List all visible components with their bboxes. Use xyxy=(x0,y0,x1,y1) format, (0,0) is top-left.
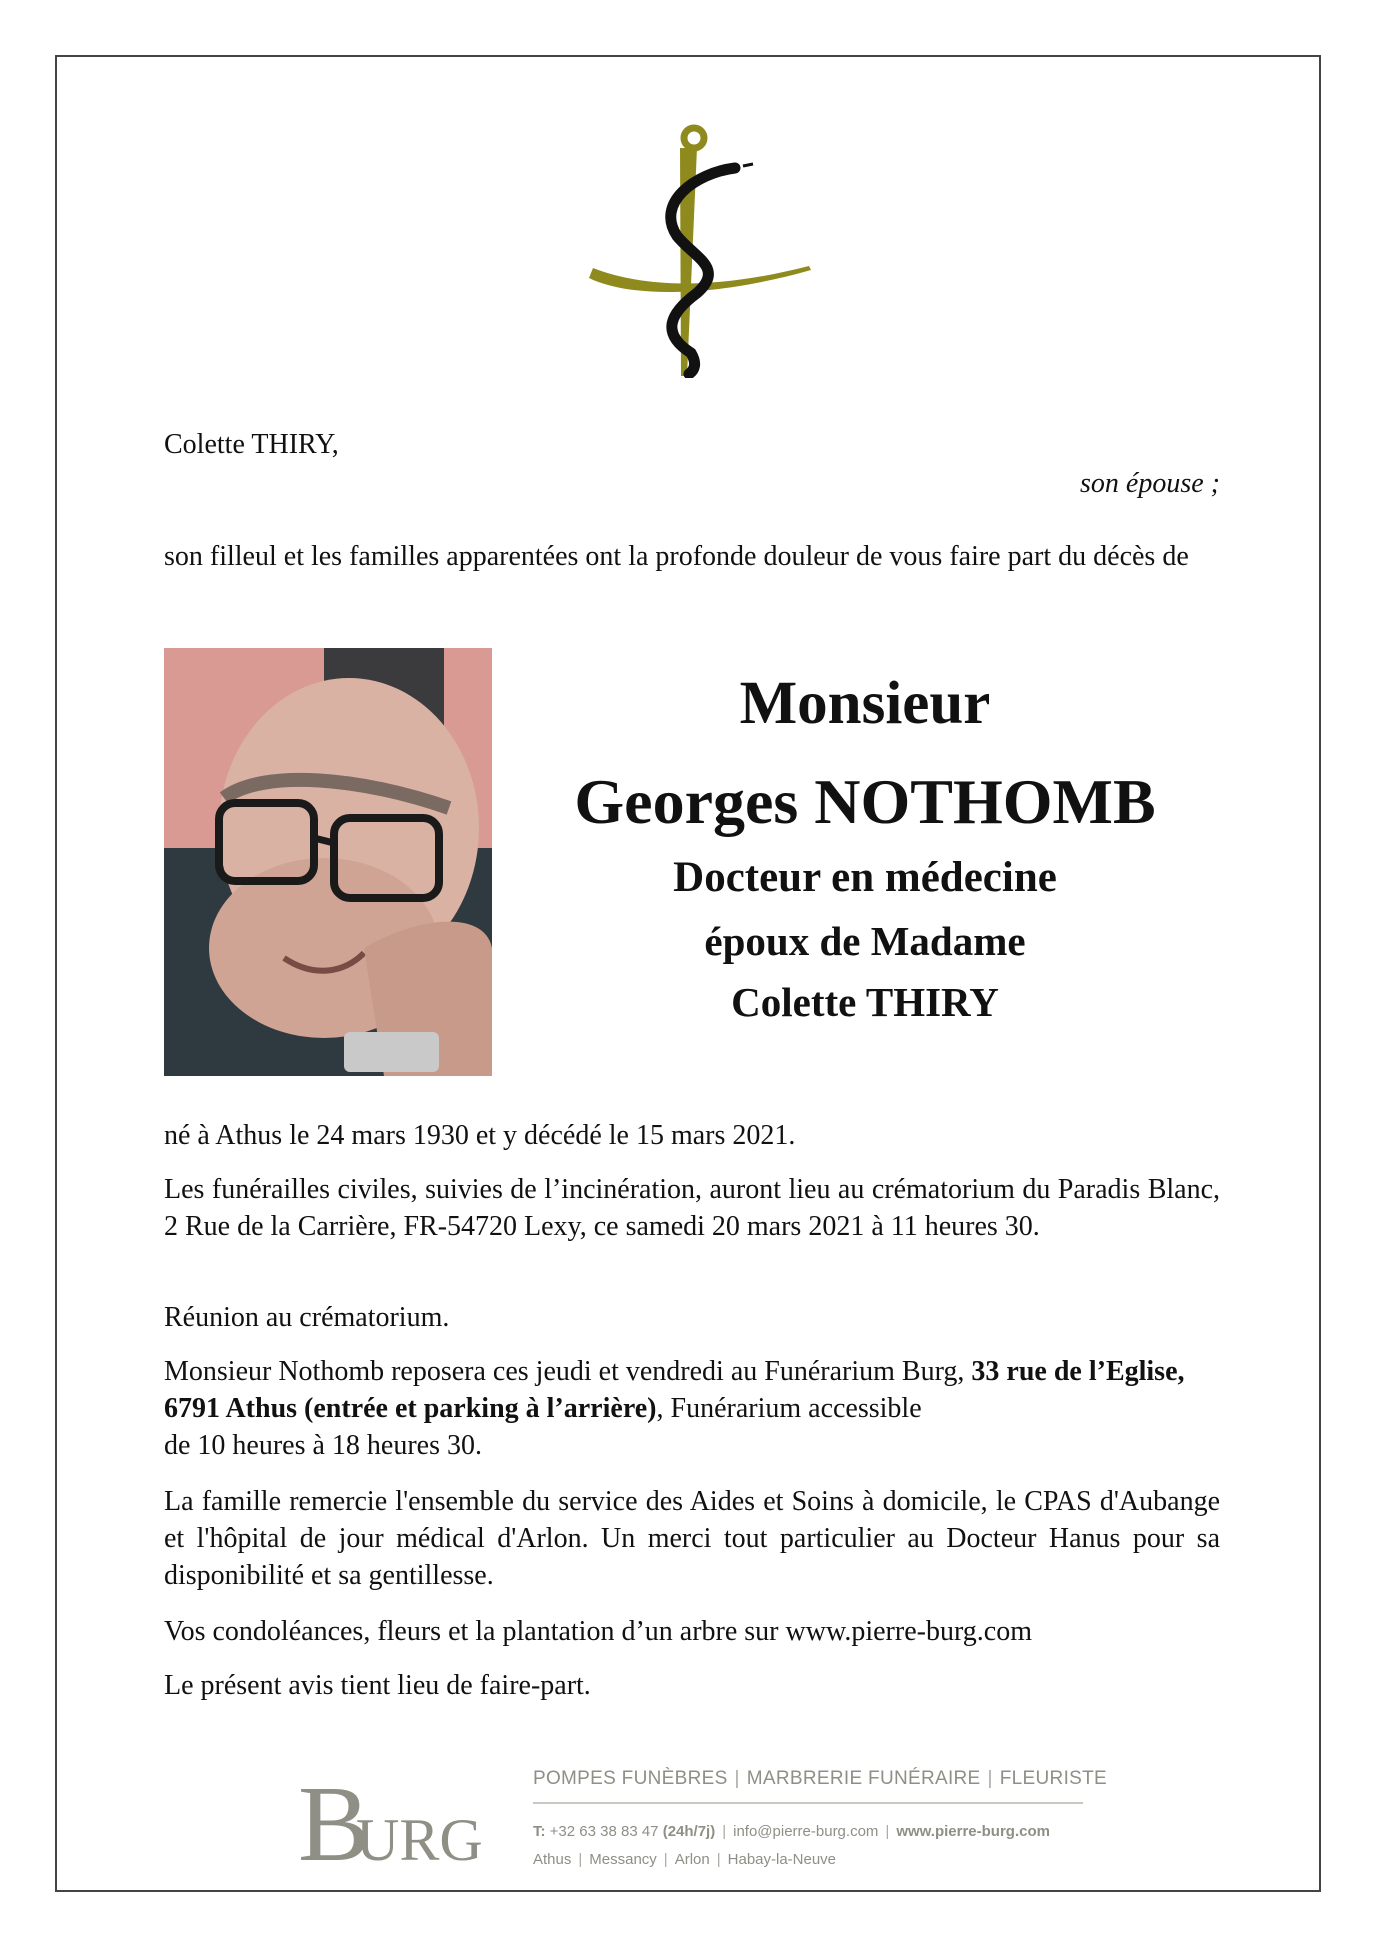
service-masonry: MARBRERIE FUNÉRAIRE xyxy=(746,1768,981,1789)
condolences-paragraph: Vos condoléances, fleurs et la plantation d’un arbre sur www.pierre-burg.com xyxy=(164,1616,1032,1647)
notice-paragraph: Le présent avis tient lieu de faire-part. xyxy=(164,1670,591,1701)
footer-contact xyxy=(533,1823,1083,1840)
rod-ring xyxy=(684,128,704,148)
deceased-name: Georges NOTHOMB xyxy=(574,766,1156,837)
funeral-paragraph: Les funérailles civiles, suivies de l’incinération, auront lieu au crématorium du Paradis Blanc, 2 Rue de la Carrière, FR-54720 Lexy, ce samedi 20 mars 2021 à 11 heures 30. xyxy=(164,1174,1220,1242)
deceased-spouse-line2: Colette THIRY xyxy=(731,979,999,1025)
portrait-photo xyxy=(164,648,492,1076)
visitation-address: 33 rue de l’Eglise, 6791 Athus (entrée et parking à l’arrière) xyxy=(164,1356,1185,1424)
birth-death-paragraph: né à Athus le 24 mars 1930 et y décédé le 15 mars 2021. xyxy=(164,1120,796,1151)
phone-number[interactable]: +32 63 38 83 47 xyxy=(549,1823,659,1840)
separator: | xyxy=(663,1851,668,1868)
separator: | xyxy=(734,1768,740,1789)
deceased-spouse-line1: époux de Madame xyxy=(704,918,1026,964)
intro-spouse-role: son épouse ; xyxy=(1080,468,1220,499)
separator: | xyxy=(722,1823,727,1840)
email-link[interactable]: info@pierre-burg.com xyxy=(733,1823,879,1840)
separator: | xyxy=(987,1768,993,1789)
location: Habay-la-Neuve xyxy=(727,1851,837,1868)
phone-label: T: xyxy=(533,1823,546,1840)
thanks-paragraph: La famille remercie l'ensemble du service des Aides et Soins à domicile, le CPAS d'Aubange et l'hôpital de jour médical d'Arlon. Un merci tout particulier au Docteur Hanus pour sa disponibilité et sa gentillesse. xyxy=(164,1486,1220,1591)
deceased-title: Monsieur xyxy=(739,670,991,737)
footer-services xyxy=(533,1768,1107,1790)
separator: | xyxy=(716,1851,721,1868)
visitation-text-end: , Funérarium accessible xyxy=(656,1393,922,1424)
location: Messancy xyxy=(589,1851,657,1868)
burg-logo-initial: B xyxy=(298,1768,371,1868)
service-funeral: POMPES FUNÈBRES xyxy=(533,1768,728,1789)
footer-divider xyxy=(533,1802,1083,1804)
visitation-hours: de 10 heures à 18 heures 30. xyxy=(164,1430,483,1461)
location: Arlon xyxy=(674,1851,710,1868)
visitation-text: Monsieur Nothomb reposera ces jeudi et vendredi au Funérarium Burg, xyxy=(164,1356,972,1387)
burg-logo-rest: URG xyxy=(356,1807,483,1868)
serpent-tongue xyxy=(743,164,753,166)
separator: | xyxy=(578,1851,583,1868)
service-florist: FLEURISTE xyxy=(999,1768,1107,1789)
website-link[interactable]: www.pierre-burg.com xyxy=(896,1823,1050,1840)
visitation-paragraph xyxy=(164,1353,1220,1464)
separator: | xyxy=(885,1823,890,1840)
serpent xyxy=(671,168,735,374)
location: Athus xyxy=(533,1851,572,1868)
footer-locations xyxy=(533,1851,1083,1868)
reunion-paragraph: Réunion au crématorium. xyxy=(164,1302,450,1333)
rod-of-asclepius-icon xyxy=(585,118,815,378)
phone-hours: (24h/7j) xyxy=(662,1823,716,1840)
burg-logo xyxy=(298,1768,488,1868)
intro-announcement: son filleul et les familles apparentées ont la profonde douleur de vous faire part du décès de xyxy=(164,541,1189,572)
deceased-profession: Docteur en médecine xyxy=(673,854,1057,901)
intro-spouse-name: Colette THIRY, xyxy=(164,429,339,460)
